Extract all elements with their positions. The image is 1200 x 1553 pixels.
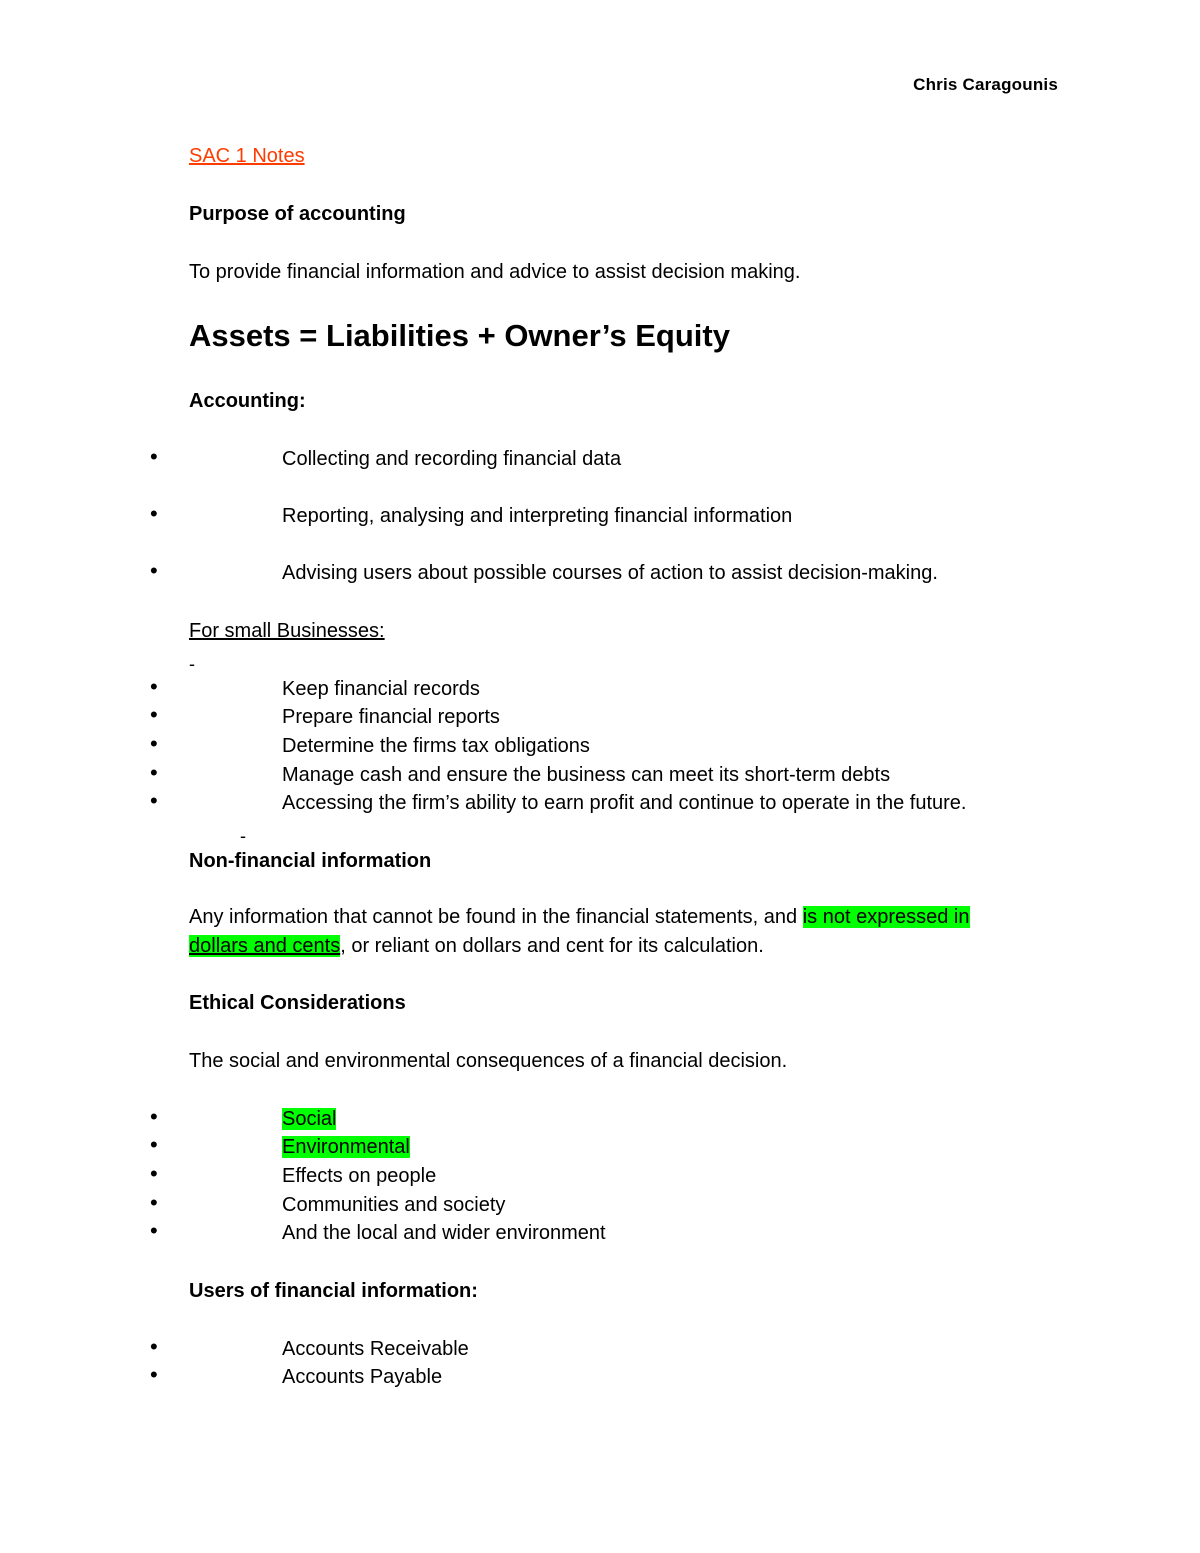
list-item: Manage cash and ensure the business can meet its short-term debts	[282, 764, 891, 786]
dash-marker: -	[189, 654, 195, 674]
list-item: Reporting, analysing and interpreting financial information	[282, 505, 793, 527]
list-item: Collecting and recording financial data	[282, 448, 622, 470]
list-item: Communities and society	[282, 1194, 506, 1216]
list-item: Advising users about possible courses of action to assist decision-making.	[282, 562, 938, 584]
bullet-icon: •	[150, 501, 158, 526]
list-item: Effects on people	[282, 1165, 437, 1187]
list-item: Accounts Payable	[282, 1366, 443, 1388]
nonfinancial-text: Any information that cannot be found in the financial statements, and	[189, 906, 803, 928]
bullet-icon: •	[150, 558, 158, 583]
accounting-heading: Accounting:	[189, 390, 306, 412]
highlighted-text: is not expressed in	[802, 906, 970, 928]
bullet-icon: •	[150, 1334, 158, 1359]
list-item: Accessing the firm’s ability to earn profit and continue to operate in the future.	[282, 792, 967, 814]
nonfinancial-heading: Non-financial information	[189, 850, 432, 872]
highlighted-text: dollars and cents	[189, 935, 341, 957]
list-item: Accounts Receivable	[282, 1338, 469, 1360]
bullet-icon: •	[150, 731, 158, 756]
ethical-heading: Ethical Considerations	[189, 992, 406, 1014]
ethical-text: The social and environmental consequences of a financial decision.	[189, 1050, 788, 1072]
nonfinancial-text-line-1	[189, 907, 970, 927]
list-item	[282, 1137, 410, 1157]
accounting-equation: Assets = Liabilities + Owner’s Equity	[189, 318, 730, 353]
document-title: SAC 1 Notes	[189, 145, 305, 167]
bullet-icon: •	[150, 444, 158, 469]
list-item: Keep financial records	[282, 678, 480, 700]
bullet-icon: •	[150, 702, 158, 727]
author-name: Chris Caragounis	[913, 75, 1058, 94]
bullet-icon: •	[150, 1161, 158, 1186]
list-item: And the local and wider environment	[282, 1222, 606, 1244]
small-business-heading: For small Businesses:	[189, 620, 385, 642]
nonfinancial-text-line-2	[189, 936, 764, 956]
list-item: Prepare financial reports	[282, 706, 500, 728]
list-item	[282, 1109, 336, 1129]
list-item: Determine the firms tax obligations	[282, 735, 590, 757]
highlighted-text: Social	[282, 1108, 337, 1130]
bullet-icon: •	[150, 788, 158, 813]
bullet-icon: •	[150, 1362, 158, 1387]
bullet-icon: •	[150, 1218, 158, 1243]
bullet-icon: •	[150, 760, 158, 785]
bullet-icon: •	[150, 1104, 158, 1129]
bullet-icon: •	[150, 674, 158, 699]
nonfinancial-text: , or reliant on dollars and cent for its calculation.	[340, 935, 764, 957]
bullet-icon: •	[150, 1132, 158, 1157]
purpose-text: To provide financial information and advice to assist decision making.	[189, 261, 801, 283]
purpose-heading: Purpose of accounting	[189, 203, 406, 225]
users-heading: Users of financial information:	[189, 1280, 478, 1302]
highlighted-text: Environmental	[282, 1136, 410, 1158]
dash-marker: -	[240, 826, 246, 846]
bullet-icon: •	[150, 1190, 158, 1215]
